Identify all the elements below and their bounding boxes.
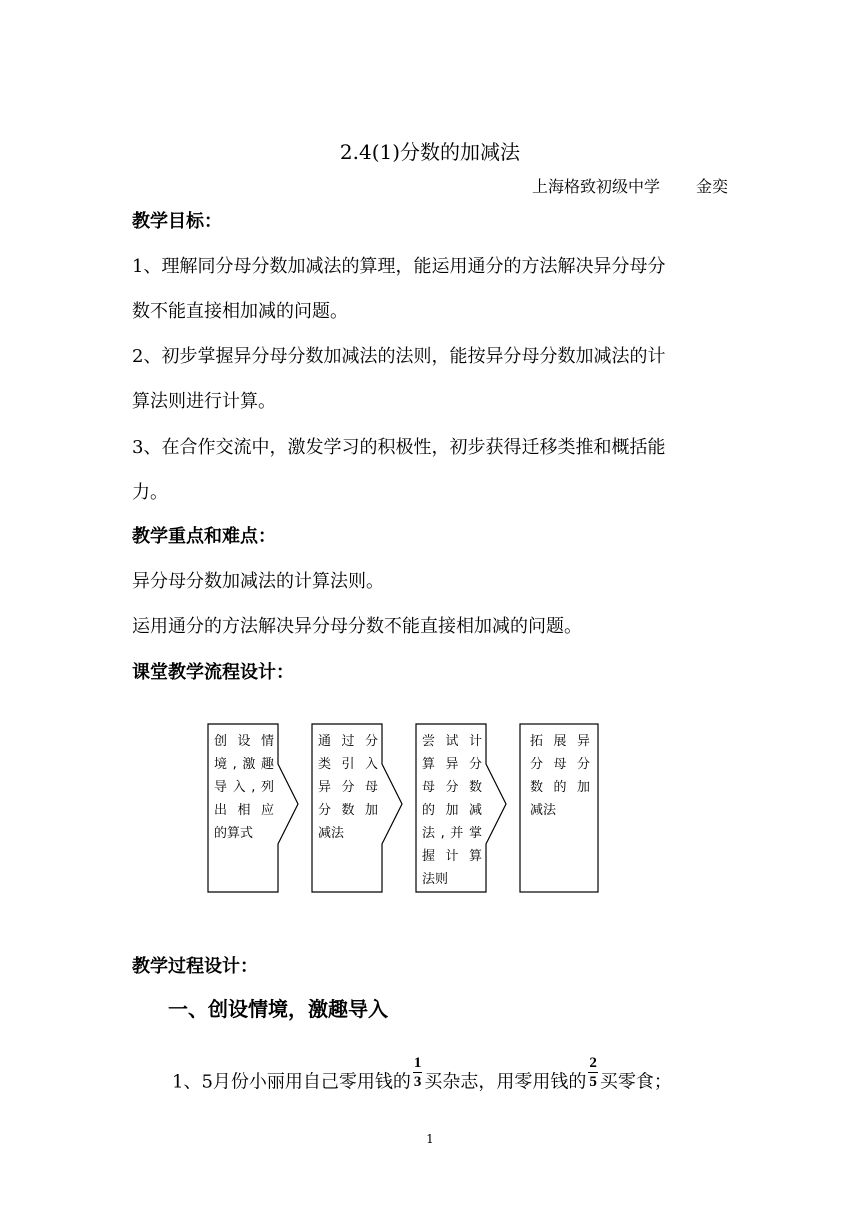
flow-box-3-line: 握计算: [422, 849, 482, 864]
fraction-numerator: 1: [413, 1055, 422, 1071]
author-name: 金奕: [695, 177, 728, 196]
objective-1-line-2: 数不能直接相加减的问题。: [132, 301, 348, 322]
question-1: [172, 1055, 672, 1101]
flow-box-1-line: 创设情: [214, 734, 274, 749]
page-number: 1: [426, 1132, 434, 1146]
flow-box-2-line: 减法: [318, 826, 345, 841]
flow-box-4-text: [530, 730, 590, 822]
flow-diagram: [206, 722, 606, 894]
fraction-denominator: 3: [413, 1074, 422, 1090]
fraction-one-third: [413, 1054, 423, 1091]
flow-box-1-line: 出相应: [214, 803, 274, 818]
flow-box-4-line: 分母分: [530, 757, 590, 772]
flow-box-1-text: [214, 730, 274, 845]
flow-box-2-line: 异分母: [318, 780, 378, 795]
objective-3-line-1: 3、在合作交流中，激发学习的积极性，初步获得迁移类推和概括能: [132, 437, 666, 458]
objective-1-line-1: 1、理解同分母分数加减法的算理，能运用通分的方法解决异分母分: [132, 256, 666, 277]
question-1-text-part-3: 买零食；: [599, 1071, 672, 1093]
objective-2-line-1: 2、初步掌握异分母分数加减法的法则，能按异分母分数加减法的计: [132, 346, 666, 367]
flow-box-2-line: 通过分: [318, 734, 378, 749]
flow-box-4-line: 拓展异: [530, 734, 590, 749]
question-1-text-part-2: 买杂志，用零用钱的: [424, 1071, 587, 1093]
flow-box-3-line: 母分数: [422, 780, 482, 795]
author-school: 上海格致初级中学: [531, 177, 660, 196]
flow-box-3-line: 的加减: [422, 803, 482, 818]
fraction-numerator: 2: [589, 1055, 597, 1071]
flow-box-3-text: [422, 730, 482, 891]
flow-box-4-line: 数的加: [530, 780, 590, 795]
fraction-denominator: 5: [589, 1074, 597, 1090]
objectives-heading: 教学目标：: [132, 211, 222, 232]
objective-3-line-2: 力。: [132, 482, 168, 503]
page-title: 2.4(1)分数的加减法: [339, 140, 521, 164]
objective-2-line-2: 算法则进行计算。: [132, 391, 276, 412]
key-point-2: 运用通分的方法解决异分母分数不能直接相加减的问题。: [132, 616, 582, 637]
flow-box-3-line: 法则: [422, 872, 449, 887]
process-heading: 教学过程设计：: [132, 956, 258, 977]
flow-box-1-line: 的算式: [214, 826, 254, 841]
flow-box-2-line: 类引入: [318, 757, 378, 772]
flow-box-2-line: 分数加: [318, 803, 378, 818]
flow-box-2-text: [318, 730, 378, 845]
author-line: [532, 174, 728, 197]
flow-box-3-line: 算异分: [422, 757, 482, 772]
flow-box-1-line: 导入,列: [214, 780, 274, 795]
key-point-1: 异分母分数加减法的计算法则。: [132, 571, 384, 592]
section-1-heading: 一、创设情境，激趣导入: [168, 997, 388, 1021]
flow-heading: 课堂教学流程设计：: [132, 662, 294, 683]
flow-box-3-line: 法,并掌: [422, 826, 482, 841]
key-points-heading: 教学重点和难点：: [132, 526, 276, 547]
flow-box-4-line: 减法: [530, 803, 557, 818]
question-1-text-part-1: 1、5月份小丽用自己零用钱的: [172, 1071, 411, 1093]
flow-box-3-line: 尝试计: [422, 734, 482, 749]
flow-box-1-line: 境,激趣: [214, 757, 274, 772]
fraction-two-fifths: [588, 1054, 598, 1091]
